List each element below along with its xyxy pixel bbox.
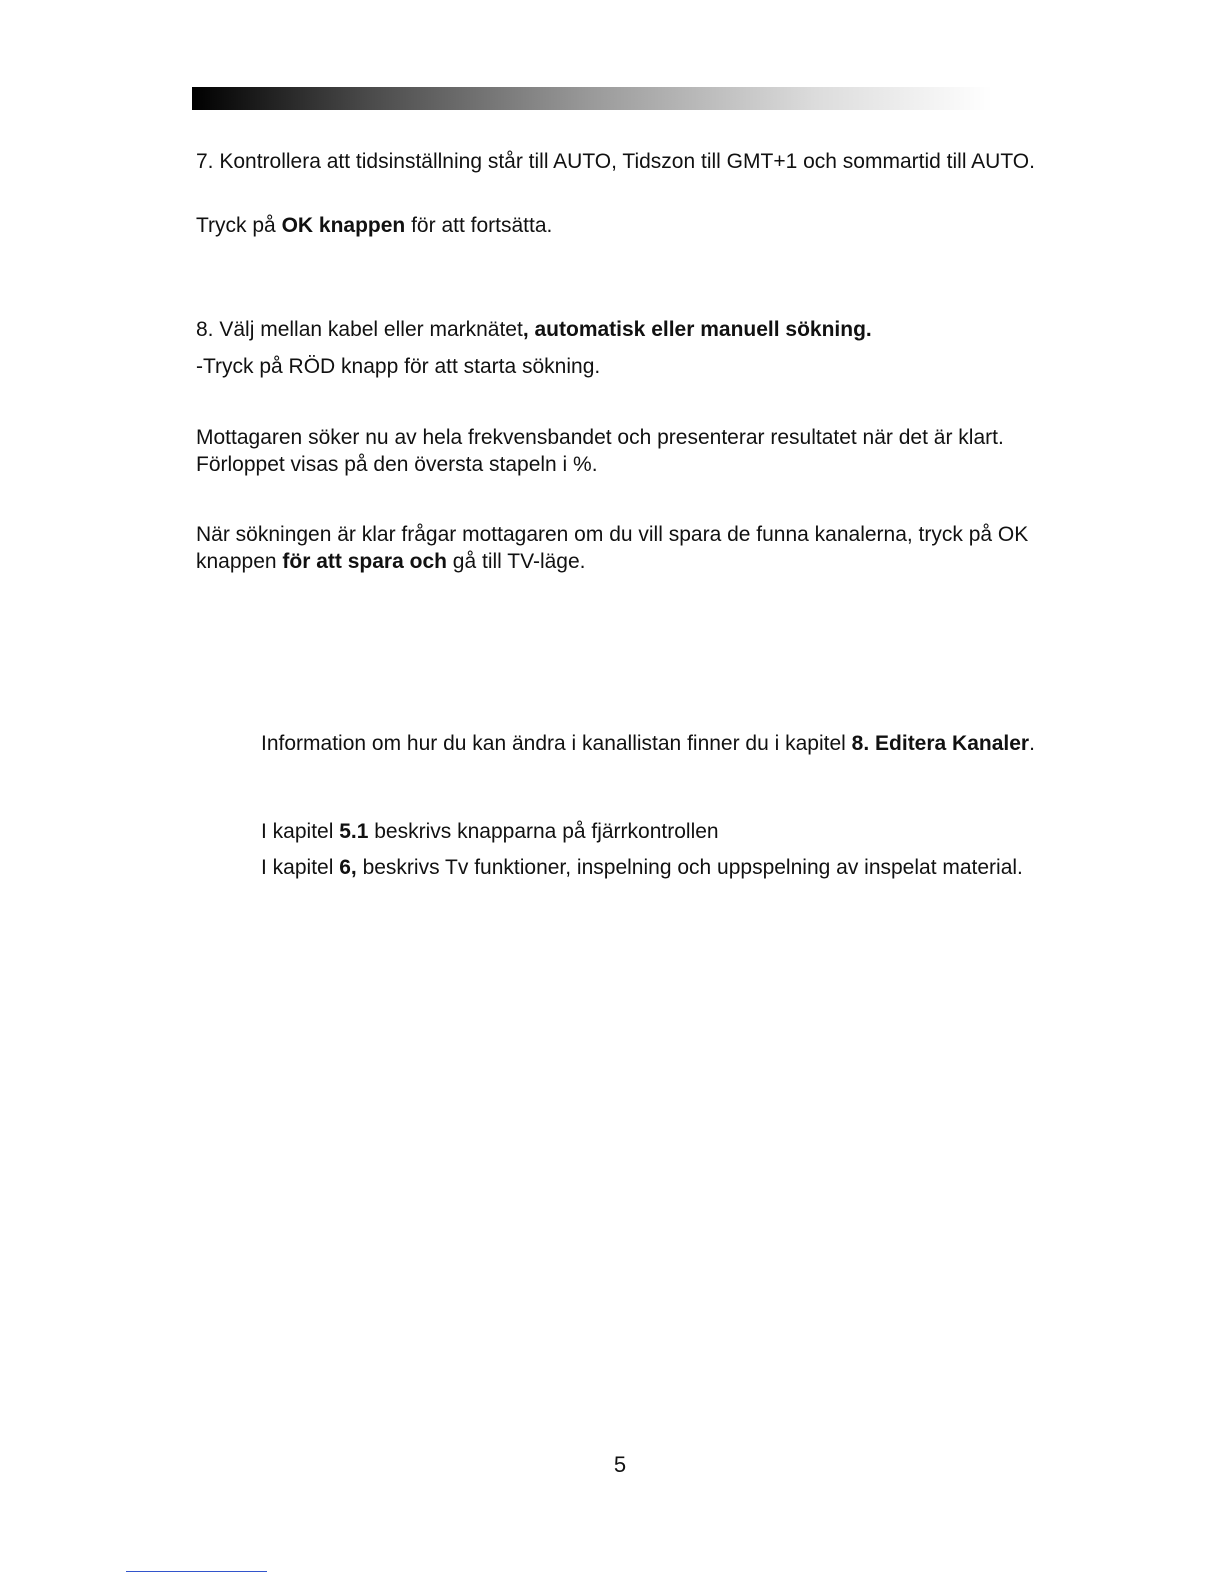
channel-list-info-post: . <box>1029 732 1035 755</box>
save-channels-text-pre: När sökningen är klar frågar mottagaren om du vill spara de funna kanalerna, tryck på OK knappen <box>196 523 1029 573</box>
search-progress-paragraph <box>196 424 1056 478</box>
step-7-ok-text-pre: Tryck på <box>196 214 282 237</box>
step-7-ok-instruction <box>196 212 1076 239</box>
save-channels-paragraph <box>196 521 1056 575</box>
save-action-reference: för att spara och <box>282 550 447 573</box>
tv-ref-post: beskrivs Tv funktioner, inspelning och uppspelning av inspelat material. <box>356 856 1023 879</box>
ok-button-reference: OK knappen <box>281 214 406 237</box>
tv-functions-reference-paragraph <box>261 854 1061 881</box>
chapter-6-reference: 6, <box>339 856 357 879</box>
red-button-text: -Tryck på RÖD knapp för att starta sökning. <box>196 355 601 378</box>
step-7-ok-text-post: för att fortsätta. <box>405 214 553 237</box>
step-7-text: 7. Kontrollera att tidsinställning står till AUTO, Tidszon till GMT+1 och sommartid till AUTO. <box>196 150 1035 173</box>
save-channels-text-post: gå till TV-läge. <box>446 550 586 573</box>
search-mode-reference: , automatisk eller manuell sökning. <box>522 318 872 341</box>
step-8-instruction <box>196 316 1076 343</box>
footer-underline <box>126 1571 267 1572</box>
remote-control-reference-paragraph <box>261 818 1041 845</box>
header-gradient-bar <box>192 87 992 110</box>
step-8-text-pre: 8. Välj mellan kabel eller marknätet <box>196 318 523 341</box>
remote-ref-pre: I kapitel <box>261 820 340 843</box>
remote-ref-post: beskrivs knapparna på fjärrkontrollen <box>368 820 719 843</box>
channel-list-info-paragraph <box>261 730 1041 757</box>
tv-ref-pre: I kapitel <box>261 856 340 879</box>
search-progress-text: Mottagaren söker nu av hela frekvensbandet och presenterar resultatet när det är klart. Förloppet visas på den översta stapeln i %. <box>196 426 1004 476</box>
chapter-5-1-reference: 5.1 <box>339 820 369 843</box>
page-number: 5 <box>613 1452 627 1477</box>
channel-list-info-pre: Information om hur du kan ändra i kanallistan finner du i kapitel <box>261 732 852 755</box>
chapter-8-reference: 8. Editera Kanaler <box>851 732 1030 755</box>
step-7-instruction <box>196 148 1076 175</box>
step-8-red-button-instruction <box>196 353 1076 380</box>
